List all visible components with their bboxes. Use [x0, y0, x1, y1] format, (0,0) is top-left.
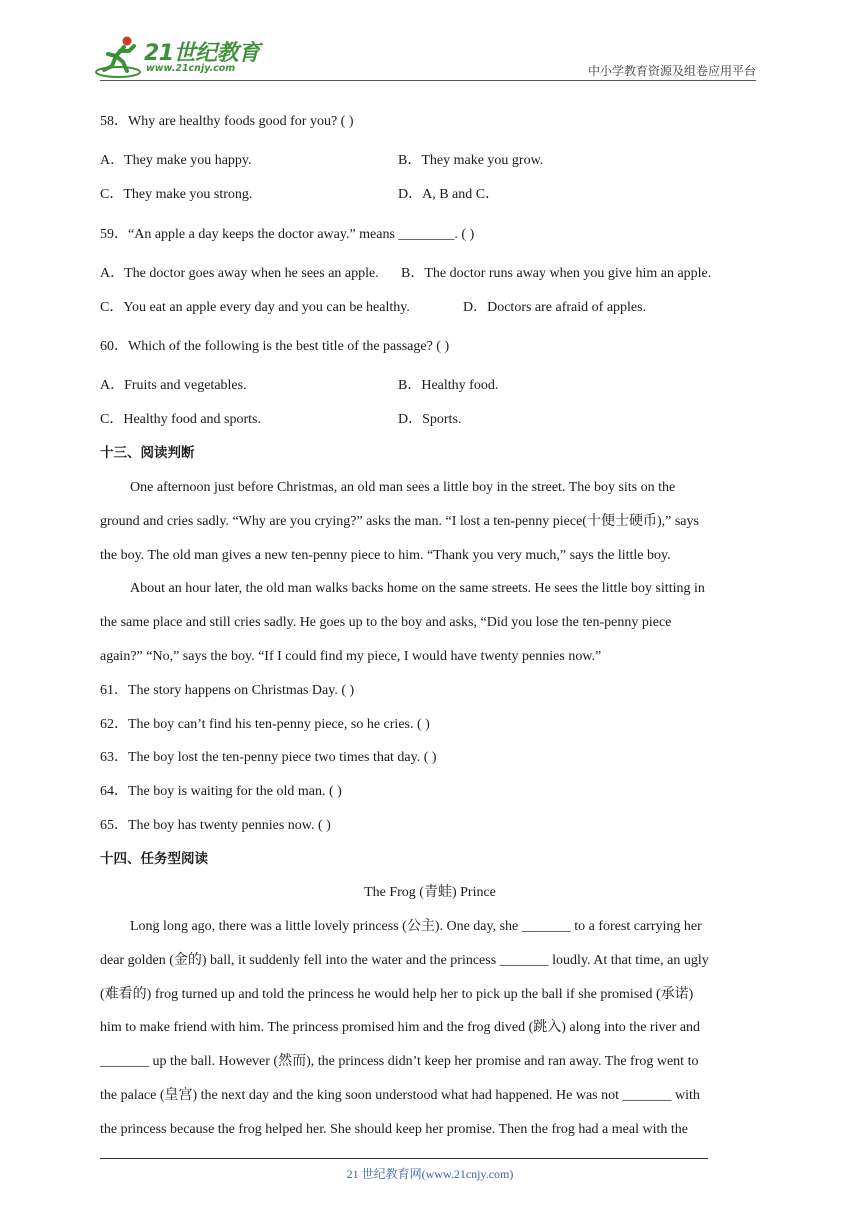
question-63: 63．The boy lost the ten-penny piece two times that day. ( ) [100, 750, 437, 765]
passage-line: About an hour later, the old man walks backs home on the same streets. He sees the little boy sitting in [130, 581, 705, 596]
logo-url: www.21cnjy.com [146, 63, 236, 74]
question-59-option-a: A．The doctor goes away when he sees an apple. [100, 266, 379, 281]
question-64: 64．The boy is waiting for the old man. ( ) [100, 784, 342, 799]
passage-line: dear golden (金的) ball, it suddenly fell into the water and the princess _______ loudly. At that time, an ugly [100, 953, 709, 968]
logo-text: 21世纪教育 [144, 41, 260, 66]
section-13-title: 十三、阅读判断 [100, 445, 195, 461]
question-58-option-b: B．They make you grow. [398, 153, 544, 168]
question-58-option-c: C．They make you strong. [100, 187, 253, 202]
question-58-option-d: D．A, B and C． [398, 187, 500, 202]
passage-line: the same place and still cries sadly. He goes up to the boy and asks, “Did you lose the ten-penny piece [100, 615, 672, 630]
question-60-stem: 60．Which of the following is the best title of the passage? ( ) [100, 339, 450, 354]
passage-line: again?” “No,” says the boy. “If I could find my piece, I would have twenty pennies now.” [100, 649, 602, 664]
question-60-option-c: C．Healthy food and sports. [100, 412, 261, 427]
question-58-stem: 58．Why are healthy foods good for you? ( ) [100, 114, 354, 129]
question-60-option-b: B．Healthy food. [398, 378, 499, 393]
footer-divider [100, 1158, 708, 1159]
question-58-option-a: A．They make you happy. [100, 153, 252, 168]
passage-line: the palace (皇宫) the next day and the king soon understood what had happened. He was not _______ with [100, 1088, 700, 1103]
passage-line: One afternoon just before Christmas, an old man sees a little boy in the street. The boy sits on the [130, 480, 676, 495]
platform-name: 中小学教育资源及组卷应用平台 [587, 64, 756, 78]
passage-line: _______ up the ball. However (然而), the princess didn’t keep her promise and ran away. The frog went to [100, 1054, 699, 1069]
question-59-option-b: B．The doctor runs away when you give him an apple. [401, 266, 712, 281]
passage-title: The Frog (青蛙) Prince [364, 885, 496, 900]
header-divider [100, 80, 756, 81]
passage-line: him to make friend with him. The princess promised him and the frog dived (跳入) along into the river and [100, 1020, 701, 1035]
question-60-option-a: A．Fruits and vegetables. [100, 378, 247, 393]
question-59-stem: 59．“An apple a day keeps the doctor away.” means ________. ( ) [100, 227, 475, 242]
passage-line: Long long ago, there was a little lovely princess (公主). One day, she _______ to a forest carrying her [130, 919, 702, 934]
passage-line: the princess because the frog helped her. She should keep her promise. Then the frog had a meal with the [100, 1122, 688, 1137]
question-60-option-d: D．Sports. [398, 412, 462, 427]
passage-line: ground and cries sadly. “Why are you crying?” asks the man. “I lost a ten-penny piece(十便士硬币),” says [100, 514, 699, 529]
question-62: 62．The boy can’t find his ten-penny piece, so he cries. ( ) [100, 717, 430, 732]
passage-line: the boy. The old man gives a new ten-penny piece to him. “Thank you very much,” says the little boy. [100, 548, 671, 563]
question-59-option-c: C．You eat an apple every day and you can be healthy. [100, 300, 410, 315]
passage-line: (难看的) frog turned up and told the princess he would help her to pick up the ball if she promised (承诺) [100, 987, 694, 1002]
site-logo [94, 34, 264, 80]
question-61: 61．The story happens on Christmas Day. ( ) [100, 683, 355, 698]
section-14-title: 十四、任务型阅读 [100, 851, 208, 867]
runner-logo-icon [94, 34, 144, 80]
footer-link[interactable]: 21 世纪教育网(www.21cnjy.com) [346, 1167, 514, 1181]
question-59-option-d: D．Doctors are afraid of apples. [463, 300, 647, 315]
question-65: 65．The boy has twenty pennies now. ( ) [100, 818, 331, 833]
